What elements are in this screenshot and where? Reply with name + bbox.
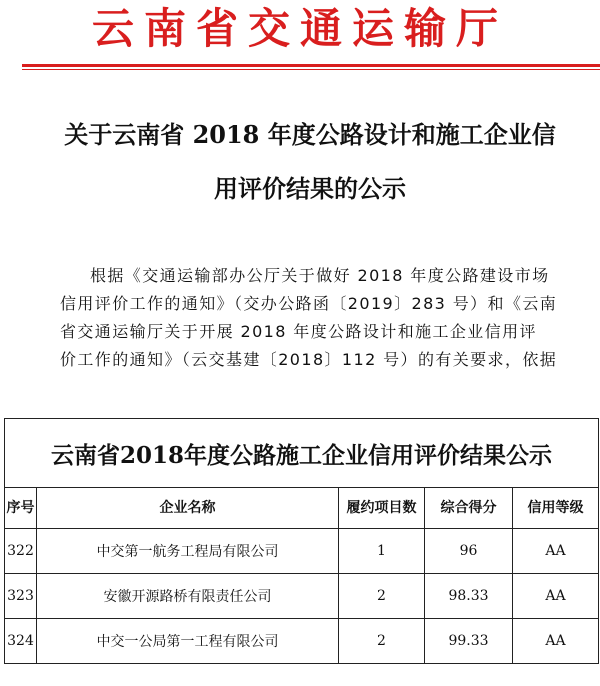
row-seq: 322 (5, 529, 37, 574)
row-grade: AA (513, 529, 599, 574)
letterhead (0, 0, 600, 58)
table-row (5, 619, 599, 664)
row-score: 96 (425, 529, 513, 574)
row-projects: 1 (339, 529, 425, 574)
header-projects: 履约项目数 (339, 488, 425, 529)
notice-body-line: 信用评价工作的通知》（交办公路函〔2019〕283 号）和《云南 (60, 294, 558, 313)
letterhead-red-rule-thick (22, 64, 600, 67)
row-grade: AA (513, 619, 599, 664)
notice-body-line: 省交通运输厅关于开展 2018 年度公路设计和施工企业信用评 (60, 322, 537, 341)
notice-body-line: 根据《交通运输部办公厅关于做好 2018 年度公路建设市场 (90, 266, 550, 285)
letterhead-org-name: 云南省交通运输厅 (91, 4, 508, 53)
row-company: 中交一公局第一工程有限公司 (37, 619, 339, 664)
table-row (5, 574, 599, 619)
row-projects: 2 (339, 619, 425, 664)
row-projects: 2 (339, 574, 425, 619)
table-caption: 云南省2018年度公路施工企业信用评价结果公示 (5, 419, 599, 488)
notice-body (60, 262, 580, 374)
notice-title-line-2: 用评价结果的公示 (214, 174, 406, 203)
row-score: 98.33 (425, 574, 513, 619)
letterhead-red-rule-thin (22, 69, 600, 70)
table-header-row (5, 488, 599, 529)
notice-title-line-1: 关于云南省 2018 年度公路设计和施工企业信 (64, 120, 556, 149)
row-grade: AA (513, 574, 599, 619)
row-seq: 324 (5, 619, 37, 664)
header-score: 综合得分 (425, 488, 513, 529)
header-seq: 序号 (5, 488, 37, 529)
table-row (5, 529, 599, 574)
row-company: 中交第一航务工程局有限公司 (37, 529, 339, 574)
header-company: 企业名称 (37, 488, 339, 529)
header-grade: 信用等级 (513, 488, 599, 529)
credit-result-table (4, 418, 599, 664)
row-score: 99.33 (425, 619, 513, 664)
notice-body-line: 价工作的通知》（云交基建〔2018〕112 号）的有关要求，依据 (60, 350, 558, 369)
row-seq: 323 (5, 574, 37, 619)
row-company: 安徽开源路桥有限责任公司 (37, 574, 339, 619)
